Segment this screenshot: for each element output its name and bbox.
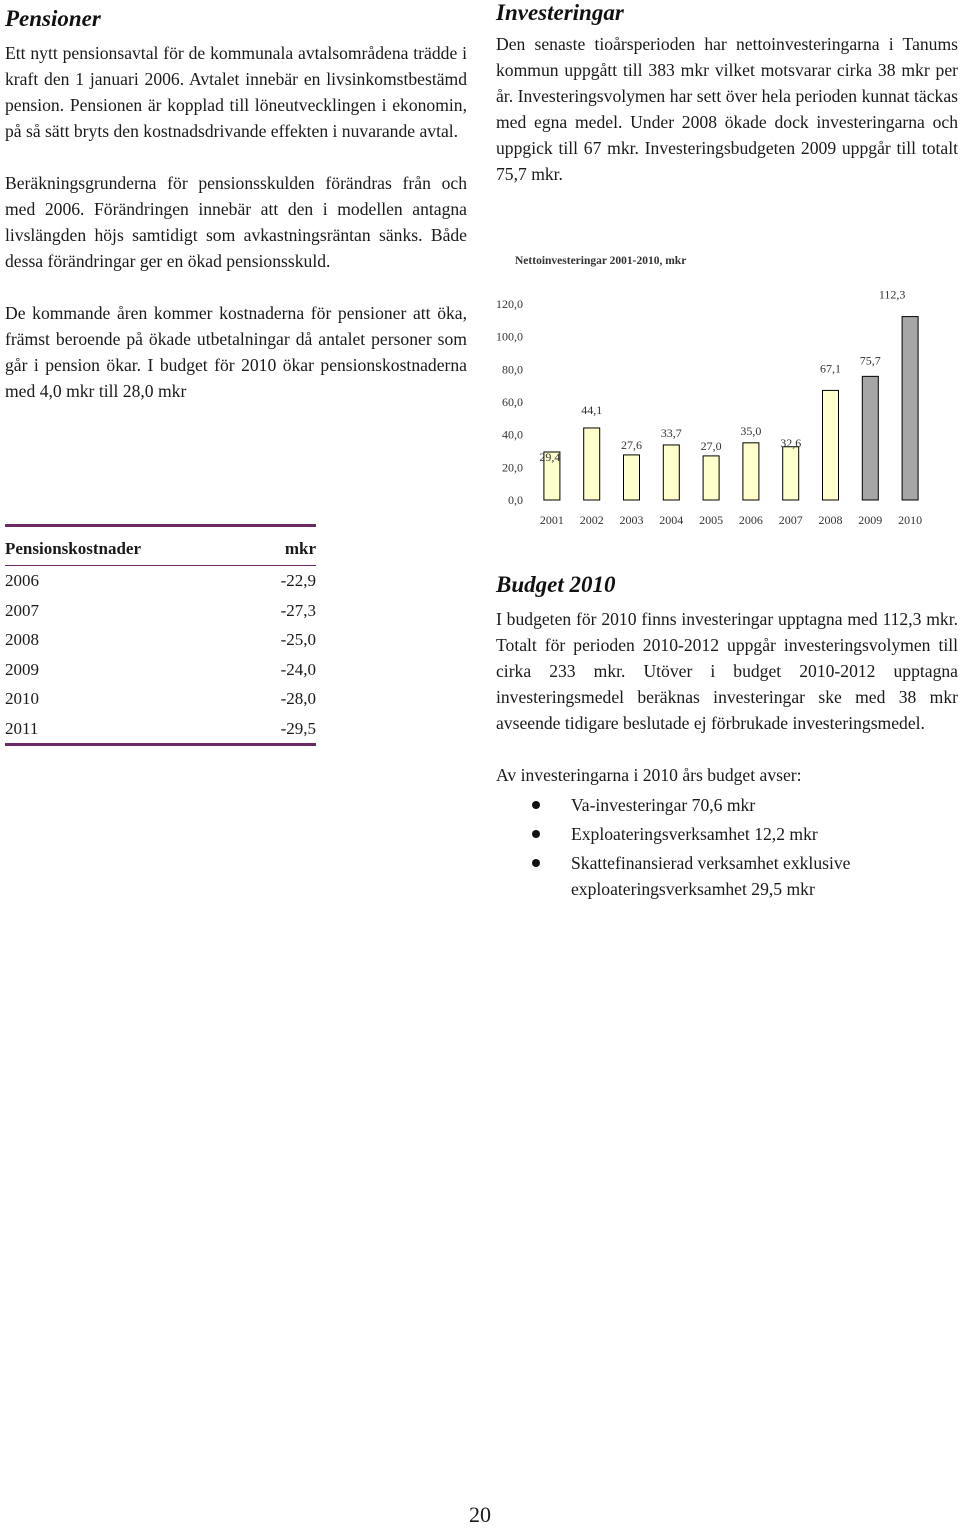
pension-paragraph-2: Beräkningsgrunderna för pensionsskulden förändras från och med 2006. Förändringen innebär att den i modellen antagna livslängden höjs samtidigt som avkastningsräntan sänks. Både dessa förändringar ger en ökad pensionsskuld.	[5, 173, 467, 271]
table-row	[5, 655, 316, 685]
list-item: Exploateringsverksamhet 12,2 mkr	[496, 821, 958, 847]
table-cell-value: -28,0	[280, 689, 316, 708]
data-label: 29,4	[539, 449, 561, 464]
list-item: Va-investeringar 70,6 mkr	[496, 792, 958, 818]
bullet-icon	[532, 801, 540, 809]
data-label: 67,1	[820, 361, 841, 376]
table-cell-year: 2008	[5, 630, 39, 649]
table-cell-year: 2009	[5, 659, 39, 679]
y-tick-label: 100,0	[496, 329, 523, 344]
y-tick-label: 40,0	[502, 427, 523, 442]
bar-chart-svg	[490, 240, 940, 540]
budget-section	[496, 570, 958, 905]
table-cell-value: -25,0	[280, 630, 316, 649]
data-label: 44,1	[581, 402, 603, 417]
x-tick-label: 2002	[579, 513, 604, 527]
data-label: 27,0	[700, 438, 722, 453]
table-cell-value: -22,9	[280, 571, 316, 590]
table-cell-year: 2006	[5, 571, 39, 590]
y-tick-label: 20,0	[502, 460, 523, 475]
bullet-icon	[532, 859, 540, 867]
x-tick-label: 2004	[659, 513, 684, 527]
table-header-unit: mkr	[284, 539, 316, 558]
table-row	[5, 566, 316, 596]
table-row	[5, 625, 316, 655]
x-tick-label: 2006	[738, 513, 763, 527]
table-cell-year: 2010	[5, 689, 39, 708]
list-item: Skattefinansierad verksamhet exklusive exploateringsverksamhet 29,5 mkr	[496, 850, 958, 902]
data-label: 112,3	[878, 287, 906, 302]
x-tick-label: 2009	[858, 513, 883, 527]
y-tick-label: 120,0	[496, 297, 523, 311]
y-tick-label: 0,0	[508, 493, 523, 507]
bullet-icon	[532, 830, 540, 838]
pension-cost-table	[5, 524, 316, 746]
bar-2004	[663, 445, 679, 500]
investment-heading: Investeringar	[496, 0, 624, 25]
table-row	[5, 684, 316, 714]
y-tick-label: 80,0	[502, 362, 523, 377]
bar-2003	[624, 455, 640, 500]
budget-bullet-list	[496, 792, 958, 902]
budget-intro: Av investeringarna i 2010 års budget avser:	[496, 765, 802, 785]
budget-paragraph: I budgeten för 2010 finns investeringar upptagna med 112,3 mkr. Totalt för perioden 2010-2012 uppgår investeringsvolymen till cirka 233 mkr. Utöver i budget 2010-2012 upptagna investeringsmedel beräknas investeringar ske med 38 mkr avseende tidigare beslutade ej förbrukade investeringsmedel.	[496, 609, 958, 733]
table-row	[5, 596, 316, 626]
table-cell-value: -29,5	[280, 718, 316, 738]
y-tick-label: 60,0	[502, 395, 523, 409]
investment-chart	[490, 240, 940, 540]
table-cell-value: -27,3	[280, 600, 316, 620]
bar-2008	[823, 390, 839, 500]
bar-2005	[703, 456, 719, 500]
x-tick-label: 2008	[818, 513, 843, 527]
pension-heading: Pensioner	[5, 6, 101, 31]
bar-2006	[743, 443, 759, 500]
pension-section	[5, 0, 467, 404]
bar-2010	[902, 317, 918, 500]
data-label: 75,7	[859, 353, 881, 368]
data-label: 33,7	[660, 425, 682, 440]
page-number: 20	[469, 1502, 491, 1527]
bar-2007	[783, 447, 799, 500]
pension-paragraph-1: Ett nytt pensionsavtal för de kommunala avtalsområdena trädde i kraft den 1 januari 2006. Avtalet innebär en livsinkomstbestämd pension. Pensionen är kopplad till löneutvecklingen i ekonomin, på så sätt bryts den kostnadsdrivande effekten i nuvarande avtal.	[5, 43, 467, 141]
x-tick-label: 2007	[778, 513, 803, 527]
data-label: 35,0	[740, 423, 762, 438]
investment-paragraph: Den senaste tioårsperioden har nettoinvesteringarna i Tanums kommun uppgått till 383 mkr vilket motsvarar cirka 38 mkr per år. Investeringsvolymen har sett över hela perioden kunnat täckas med egna medel. Under 2008 ökade dock investeringarna och uppgick till 67 mkr. Investeringsbudgeten 2009 uppgår till totalt 75,7 mkr.	[496, 34, 958, 184]
table-cell-value: -24,0	[280, 659, 316, 679]
table-header	[5, 527, 316, 566]
x-tick-label: 2005	[699, 513, 724, 527]
x-tick-label: 2010	[898, 513, 923, 527]
budget-heading: Budget 2010	[496, 572, 616, 597]
pension-paragraph-3: De kommande åren kommer kostnaderna för pensioner att öka, främst beroende på ökade utbetalningar då antalet personer som går i pension ökar. I budget för 2010 ökar pensionskostnaderna med 4,0 mkr till 28,0 mkr	[5, 303, 467, 401]
x-tick-label: 2003	[619, 513, 644, 527]
table-cell-year: 2007	[5, 600, 39, 620]
data-label: 27,6	[621, 437, 642, 452]
bar-2009	[862, 376, 878, 500]
x-tick-label: 2001	[539, 513, 564, 527]
bar-2002	[584, 428, 600, 500]
table-row	[5, 714, 316, 747]
chart-title: Nettoinvesteringar 2001-2010, mkr	[515, 255, 687, 267]
investment-section	[496, 0, 958, 187]
table-cell-year: 2011	[5, 718, 39, 738]
table-header-label: Pensionskostnader	[5, 539, 142, 558]
data-label: 32,6	[780, 435, 802, 450]
